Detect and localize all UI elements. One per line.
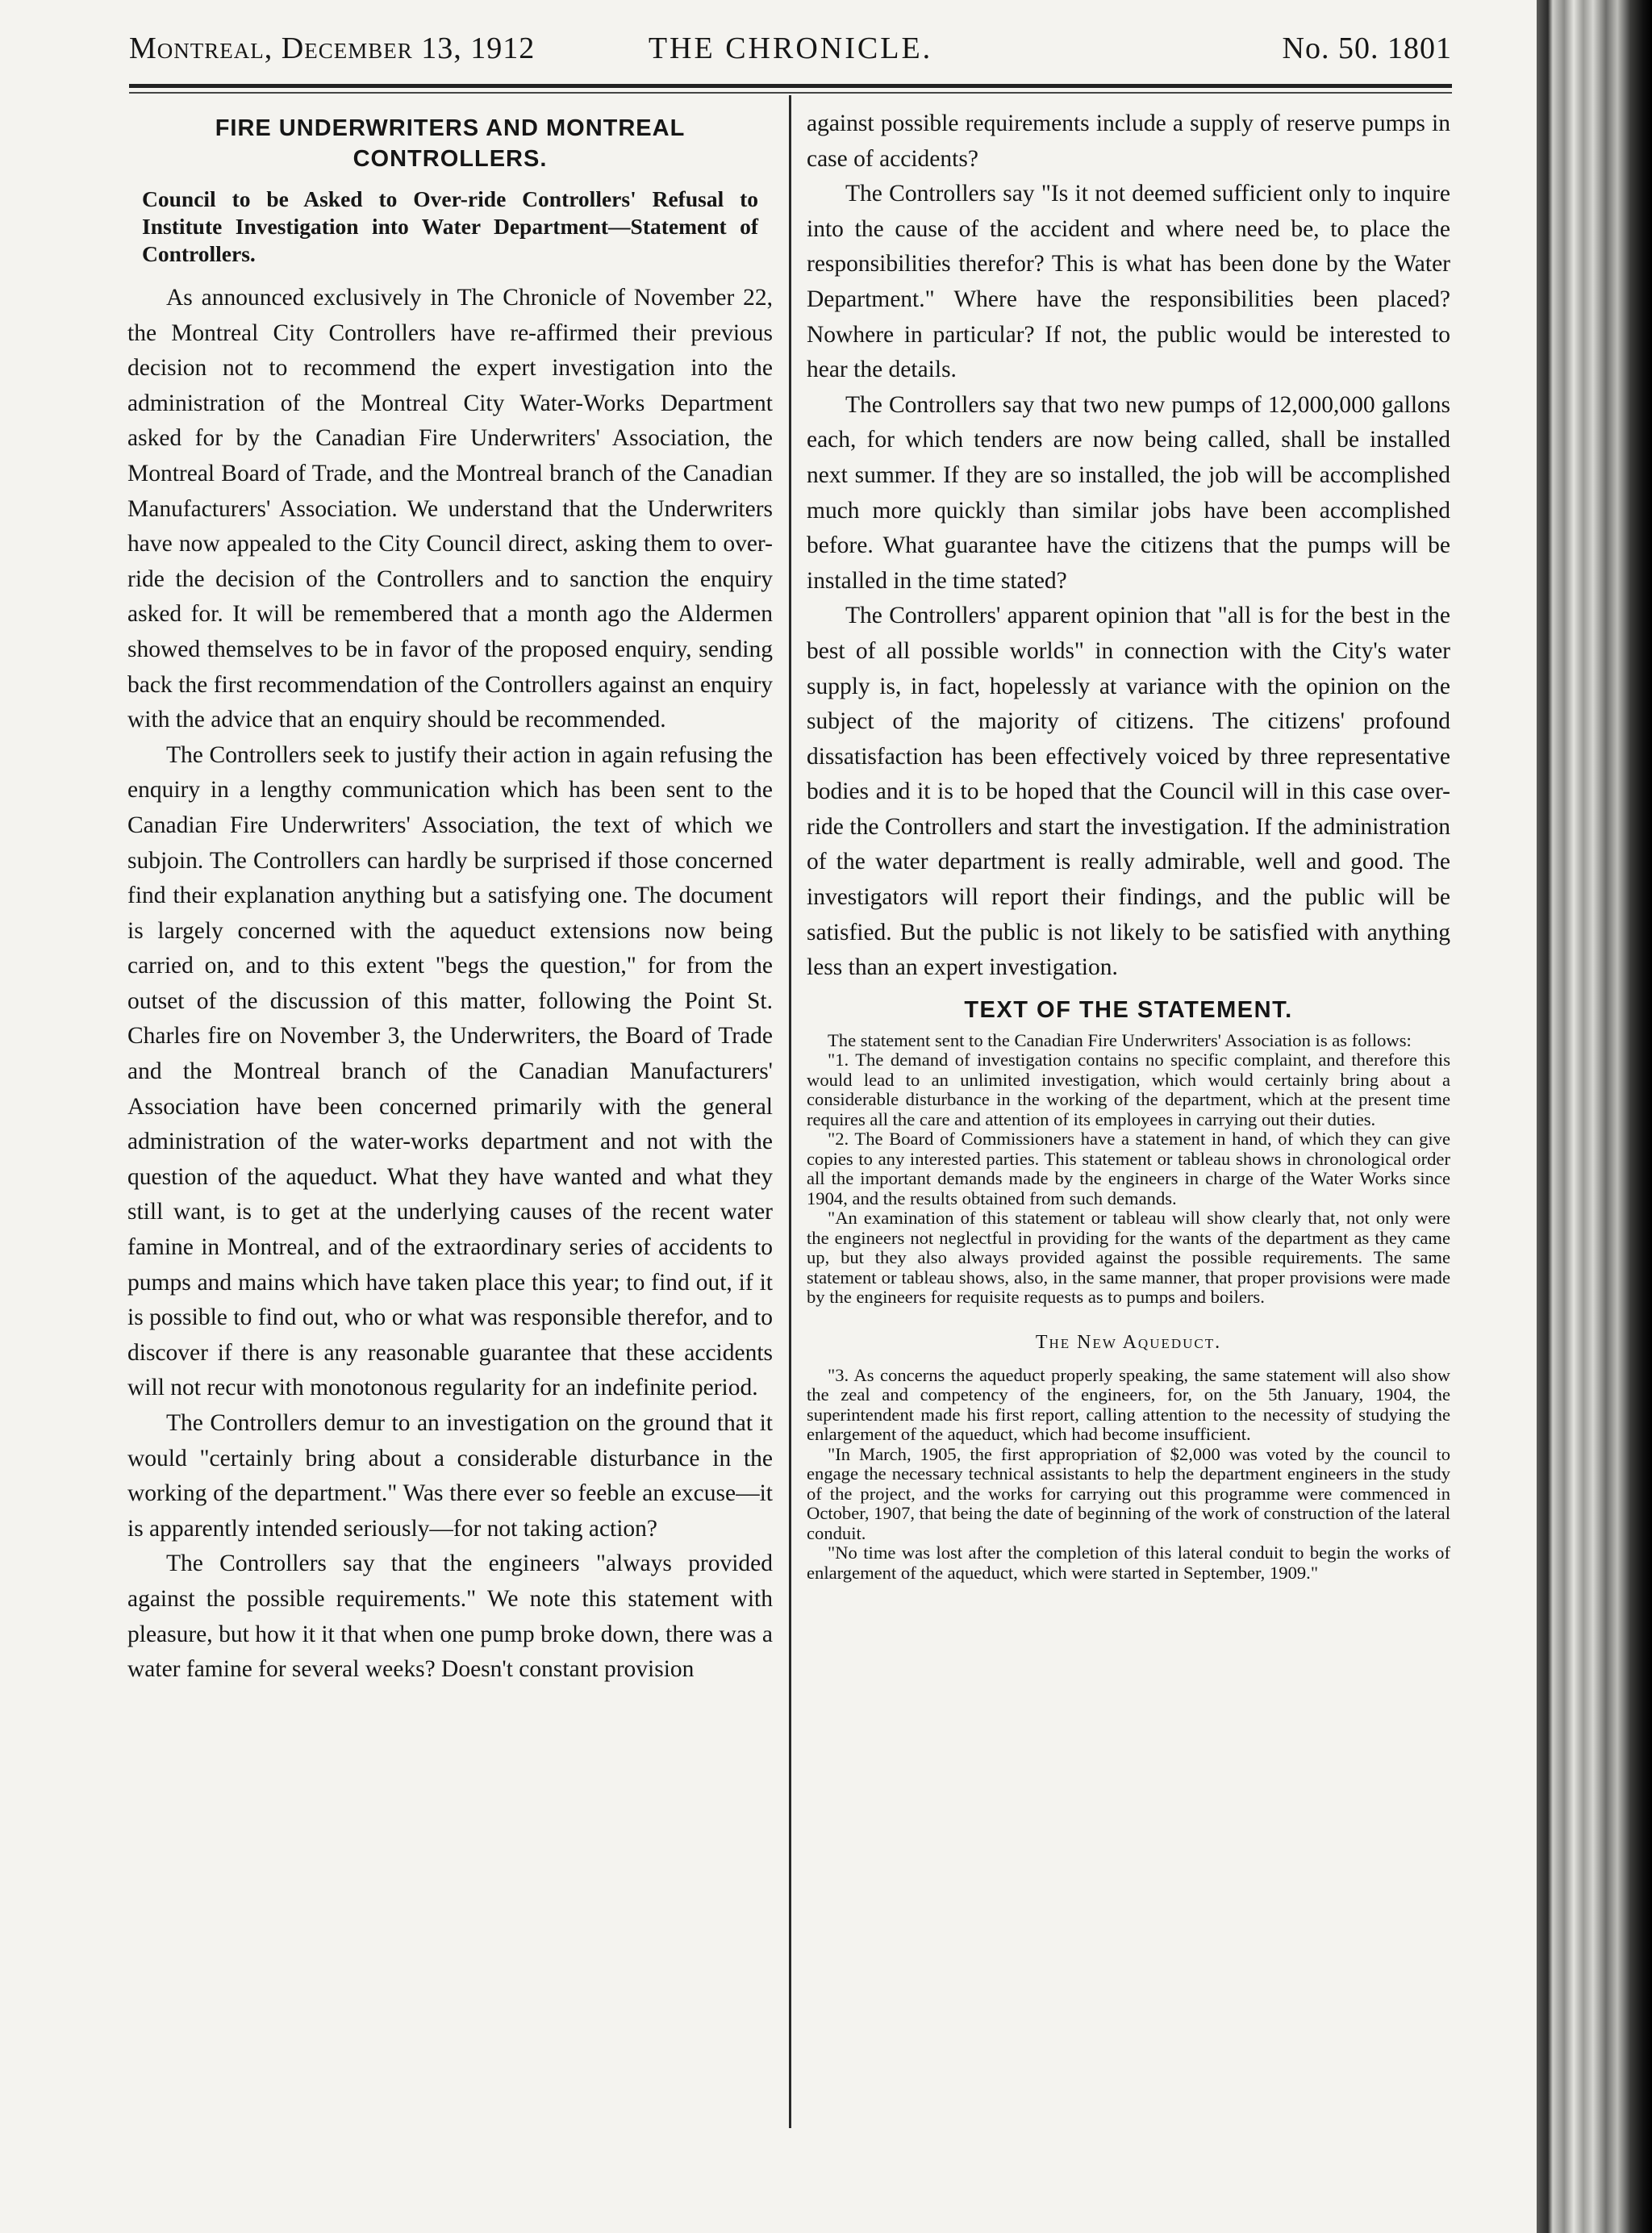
left-column xyxy=(127,106,773,1688)
article-paragraph-continued: against possible requirements include a supply of reserve pumps in case of accidents? xyxy=(807,111,1450,172)
page-header xyxy=(129,31,1452,68)
statement-text xyxy=(807,1031,1450,1308)
aqueduct-text xyxy=(807,1366,1450,1584)
masthead-title: THE CHRONICLE. xyxy=(648,31,933,65)
dateline: Montreal, December 13, 1912 xyxy=(129,31,536,65)
column-divider xyxy=(789,95,791,2128)
issue-page-number: No. 50. 1801 xyxy=(1282,31,1452,65)
statement-paragraph: The statement sent to the Canadian Fire Underwriters' Association is as follows: xyxy=(828,1029,1412,1050)
statement-heading: TEXT OF THE STATEMENT. xyxy=(964,996,1293,1023)
article-paragraph: The Controllers say that the engineers "always provided against the possible requirements." We note this statement with pleasure, but how it it that when one pump broke down, there was a water famine for several weeks? Doesn't constant provision xyxy=(127,1551,773,1683)
article-paragraph: The Controllers seek to justify their action in again refusing the enquiry in a lengthy communication which has been sent to the Canadian Fire Underwriters' Association, the text of which we subjoin. The Controllers can hardly be surprised if those concerned find their explanation anything but a satisfying one. The document is largely concerned with the aqueduct extensions now being carried on, and to this extent "begs the question," for from the outset of the discussion of this matter, following the Point St. Charles fire on November 3, the Underwriters, the Board of Trade and the Montreal branch of the Canadian Manufacturers' Association have been concerned primarily with the general administration of the water-works department and not with the question of the aqueduct. What they have wanted and what they still want, is to get at the underlying causes of the recent water famine in Montreal, and of the extraordinary series of accidents to pumps and mains which have taken place this year; to find out, if it is possible to find out, who or what was responsible therefor, and to discover if there is any reasonable guarantee that these accidents will not recur with monotonous regularity for an indefinite period. xyxy=(127,741,773,1401)
right-column xyxy=(807,106,1450,1583)
header-rule xyxy=(129,84,1452,88)
article-paragraph: The Controllers' apparent opinion that "all is for the best in the best of all possible worlds" in connection with the City's water supply is, in fact, hopelessly at variance with the opinion on the subject of the majority of citizens. The citizens' profound dissatisfaction has been effectively voiced by three representative bodies and it is to be hoped that the Council will in this case over-ride the Controllers and start the investigation. If the administration of the water department is really admirable, well and good. The investigators will report their findings, and the public will be satisfied. But the public is not likely to be satisfied with anything less than an expert investigation. xyxy=(807,603,1450,981)
article-subhead: Council to be Asked to Over-ride Controllers' Refusal to Institute Investigation into Water Department—Statement of Controllers. xyxy=(142,186,758,266)
statement-paragraph: "1. The demand of investigation contains no specific complaint, and therefore this would lead to an unlimited investigation, which would certainly bring about a considerable disturbance in the working of the department, which at the present time requires all the care and attention of its employees in carrying out their duties. xyxy=(807,1050,1450,1129)
article-paragraph: The Controllers say that two new pumps of 12,000,000 gallons each, for which tenders are now being called, shall be installed next summer. If they are so installed, the job will be accomplished much more quickly than similar jobs have been accomplished before. What guarantee have the citizens that the pumps will be installed in the time stated? xyxy=(807,391,1450,594)
statement-paragraph: "No time was lost after the completion of this lateral conduit to begin the works of enlargement of the aqueduct, which were started in September, 1909." xyxy=(807,1542,1450,1583)
article-paragraph: The Controllers say "Is it not deemed sufficient only to inquire into the cause of the accident and where need be, to place the responsibilities therefor? This is what has been done by the Water Department." Where have the responsibilities been placed? Nowhere in particular? If not, the public would be interested to hear the details. xyxy=(807,181,1450,383)
statement-paragraph: "An examination of this statement or tableau will show clearly that, not only were the engineers not neglectful in providing for the wants of the department as they came up, but they also always provided against the possible requirements. The same statement or tableau shows, also, in the same manner, that proper provisions were made by the engineers for requisite requests as to pumps and boilers. xyxy=(807,1208,1450,1308)
aqueduct-heading: The New Aqueduct. xyxy=(1035,1331,1222,1353)
article-headline: FIRE UNDERWRITERS AND MONTREAL CONTROLLERS. xyxy=(215,115,686,172)
article-paragraph: As announced exclusively in The Chronicle of November 22, the Montreal City Controllers have re-affirmed their previous decision not to recommend the expert investigation into the administration of the Montreal City Water-Works Department asked for by the Canadian Fire Underwriters' Association, the Montreal Board of Trade, and the Montreal branch of the Canadian Manufacturers' Association. We understand that the Underwriters have now appealed to the City Council direct, asking them to over-ride the decision of the Controllers and to sanction the enquiry asked for. It will be remembered that a month ago the Aldermen showed themselves to be in favor of the proposed enquiry, sending back the first recommendation of the Controllers against an enquiry with the advice that an enquiry should be recommended. xyxy=(127,285,773,733)
article-paragraph: The Controllers demur to an investigation on the ground that it would "certainly bring about a considerable disturbance in the working of the department." Was there ever so feeble an excuse—it is apparently intended seriously—for not taking action? xyxy=(127,1410,773,1542)
book-spine-edge xyxy=(1537,0,1652,2233)
header-rule-thin xyxy=(129,92,1452,94)
statement-paragraph: "In March, 1905, the first appropriation of $2,000 was voted by the council to engage the necessary technical assistants to help the department engineers in the study of the project, and the works for carrying out this programme were commenced in October, 1907, that being the date of beginning of the work of construction of the lateral conduit. xyxy=(807,1443,1450,1543)
statement-paragraph: "3. As concerns the aqueduct properly speaking, the same statement will also show the zeal and competency of the engineers, for, on the 5th January, 1904, the superintendent made his first report, calling attention to the necessity of studying the enlargement of the aqueduct, which had become insufficient. xyxy=(807,1364,1450,1445)
statement-paragraph: "2. The Board of Commissioners have a statement in hand, of which they can give copies to any interested parties. This statement or tableau shows in chronological order all the important demands made by the engineers in charge of the Water Works since 1904, and the results obtained from such demands. xyxy=(807,1129,1450,1208)
